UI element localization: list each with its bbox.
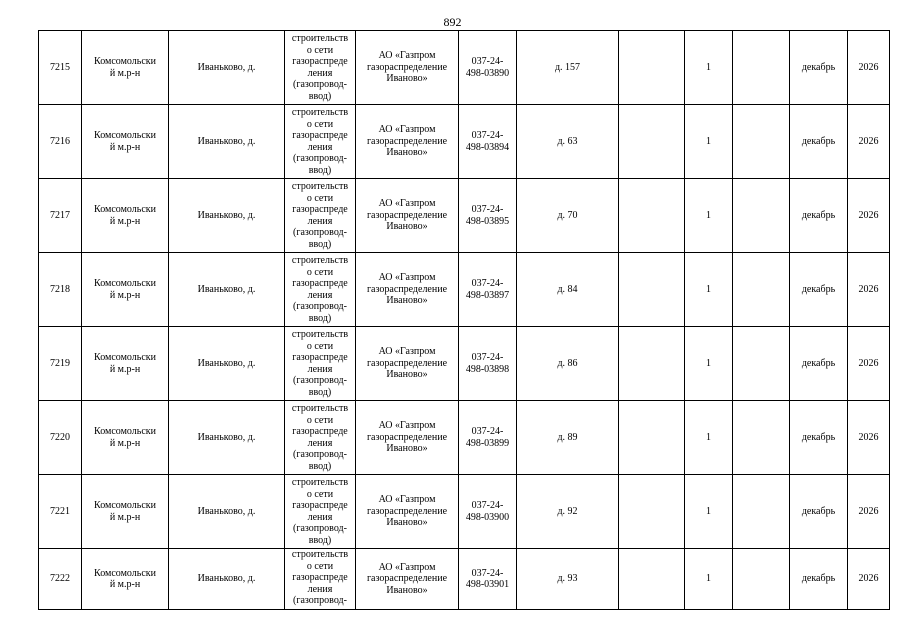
organization-cell-line: Иваново» [386,443,428,455]
purpose-cell-line: о сети [306,192,334,204]
table-row [39,549,890,610]
house-cell: д. 84 [517,253,619,327]
house-cell: д. 86 [517,327,619,401]
organization-cell-line: газораспределение [366,573,448,585]
code-cell-line: 037-24- [471,426,504,437]
empty-cell [733,475,790,549]
empty-cell [733,105,790,179]
purpose-cell-line: ления [307,215,333,227]
locality-cell: Иваньково, д. [169,31,285,105]
district-cell [82,105,169,179]
organization-cell-line: газораспределение [366,283,448,295]
purpose-cell-line: (газопровод- [293,227,347,238]
year-cell: 2026 [848,179,890,253]
year-cell: 2026 [848,327,890,401]
district-cell [82,401,169,475]
code-cell-line: 037-24- [471,352,504,363]
district-cell-line: Комсомольски [94,56,156,67]
purpose-cell-line: (газопровод- [293,595,347,606]
house-cell: д. 70 [517,179,619,253]
purpose-cell-line: газораспреде [292,278,348,289]
district-cell-line: Комсомольски [94,567,156,579]
quantity-cell: 1 [685,253,733,327]
empty-cell [619,327,685,401]
locality-cell: Иваньково, д. [169,253,285,327]
row-number-cell: 7215 [39,31,82,105]
code-cell [459,475,517,549]
district-cell [82,549,169,610]
purpose-cell-line: о сети [306,414,334,426]
purpose-cell [285,475,356,549]
table-row [39,31,890,105]
month-cell: декабрь [790,105,848,179]
code-cell-line: 498-03899 [465,437,510,449]
organization-cell-line: газораспределение [366,209,448,221]
house-cell: д. 92 [517,475,619,549]
purpose-cell [285,253,356,327]
district-cell [82,475,169,549]
code-cell-line: 498-03897 [465,289,510,301]
purpose-cell-line: о сети [306,560,334,572]
purpose-cell-line: ввод) [308,386,332,398]
purpose-cell-line: ввод) [308,90,332,102]
purpose-cell-line: строительств [291,403,349,414]
district-cell [82,179,169,253]
empty-cell [619,253,685,327]
purpose-cell-line: строительств [291,549,349,560]
empty-cell [619,31,685,105]
row-number-cell: 7221 [39,475,82,549]
row-number-cell: 7218 [39,253,82,327]
organization-cell-line: газораспределение [366,135,448,147]
table-row [39,179,890,253]
organization-cell-line: Иваново» [386,221,428,233]
purpose-cell-line: о сети [306,266,334,278]
table-row [39,253,890,327]
empty-cell [733,253,790,327]
organization-cell-line: газораспределение [366,505,448,517]
purpose-cell-line: ввод) [308,238,332,250]
code-cell [459,105,517,179]
purpose-cell-line: ления [307,67,333,79]
organization-cell-line: АО «Газпром [378,272,436,284]
month-cell: декабрь [790,475,848,549]
district-cell [82,31,169,105]
quantity-cell: 1 [685,105,733,179]
table-row [39,327,890,401]
code-cell [459,401,517,475]
organization-cell-line: газораспределение [366,431,448,443]
house-cell: д. 93 [517,549,619,610]
organization-cell [356,401,459,475]
organization-cell-line: Иваново» [386,147,428,159]
purpose-cell-line: строительств [291,181,349,192]
organization-cell-line: Иваново» [386,73,428,85]
purpose-cell-line: ления [307,437,333,449]
locality-cell: Иваньково, д. [169,475,285,549]
locality-cell: Иваньково, д. [169,401,285,475]
month-cell: декабрь [790,549,848,610]
purpose-cell [285,401,356,475]
district-cell-line: Комсомольски [94,426,156,437]
month-cell: декабрь [790,179,848,253]
purpose-cell [285,549,356,610]
organization-cell [356,327,459,401]
purpose-cell-line: ления [307,363,333,375]
table-body [39,31,890,610]
purpose-cell-line: газораспреде [292,130,348,141]
organization-cell [356,31,459,105]
purpose-cell-line: (газопровод- [293,375,347,386]
quantity-cell: 1 [685,401,733,475]
month-cell: декабрь [790,401,848,475]
organization-cell-line: АО «Газпром [378,50,436,62]
district-cell-line: Комсомольски [94,130,156,141]
district-cell-line: Комсомольски [94,204,156,215]
code-cell-line: 037-24- [471,130,504,141]
code-cell-line: 037-24- [471,204,504,215]
purpose-cell-line: ления [307,141,333,153]
organization-cell-line: АО «Газпром [378,198,436,210]
empty-cell [733,31,790,105]
purpose-cell-line: строительств [291,33,349,44]
district-cell-line: й м.р-н [109,511,141,523]
purpose-cell-line: газораспреде [292,204,348,215]
purpose-cell-line: о сети [306,44,334,56]
year-cell: 2026 [848,475,890,549]
district-cell-line: й м.р-н [109,67,141,79]
district-cell-line: й м.р-н [109,215,141,227]
code-cell-line: 037-24- [471,500,504,511]
organization-cell-line: Иваново» [386,369,428,381]
purpose-cell-line: газораспреде [292,426,348,437]
district-cell [82,327,169,401]
quantity-cell: 1 [685,31,733,105]
year-cell: 2026 [848,105,890,179]
empty-cell [733,179,790,253]
month-cell: декабрь [790,253,848,327]
code-cell-line: 498-03898 [465,363,510,375]
district-cell-line: Комсомольски [94,500,156,511]
table-row [39,401,890,475]
quantity-cell: 1 [685,475,733,549]
code-cell-line: 498-03895 [465,215,510,227]
quantity-cell: 1 [685,179,733,253]
table-row [39,105,890,179]
purpose-cell-line: (газопровод- [293,523,347,534]
purpose-cell-line: газораспреде [292,572,348,583]
organization-cell-line: АО «Газпром [378,494,436,506]
empty-cell [733,549,790,610]
organization-cell-line: АО «Газпром [378,346,436,358]
code-cell [459,253,517,327]
year-cell: 2026 [848,253,890,327]
empty-cell [733,401,790,475]
purpose-cell-line: ввод) [308,164,332,176]
organization-cell [356,253,459,327]
locality-cell: Иваньково, д. [169,549,285,610]
code-cell-line: 037-24- [471,56,504,67]
purpose-cell [285,105,356,179]
empty-cell [733,327,790,401]
empty-cell [619,401,685,475]
organization-cell-line: АО «Газпром [378,561,436,573]
district-cell [82,253,169,327]
row-number-cell: 7217 [39,179,82,253]
organization-cell [356,179,459,253]
organization-cell-line: АО «Газпром [378,124,436,136]
purpose-cell [285,327,356,401]
purpose-cell-line: газораспреде [292,500,348,511]
quantity-cell: 1 [685,549,733,610]
district-cell-line: Комсомольски [94,352,156,363]
locality-cell: Иваньково, д. [169,179,285,253]
purpose-cell-line: строительств [291,329,349,340]
code-cell-line: 498-03900 [465,511,510,523]
purpose-cell-line: газораспреде [292,352,348,363]
code-cell-line: 498-03894 [465,141,510,153]
purpose-cell-line: строительств [291,255,349,266]
organization-cell-line: Иваново» [386,584,428,596]
quantity-cell: 1 [685,327,733,401]
code-cell-line: 037-24- [471,567,504,579]
page-number: 892 [443,15,462,29]
purpose-cell-line: ления [307,583,333,595]
house-cell: д. 89 [517,401,619,475]
purpose-cell-line: строительств [291,477,349,488]
organization-cell [356,549,459,610]
purpose-cell-line: строительств [291,107,349,118]
row-number-cell: 7216 [39,105,82,179]
code-cell-line: 498-03890 [465,67,510,79]
organization-cell [356,475,459,549]
purpose-cell [285,31,356,105]
purpose-cell-line: ввод) [308,312,332,324]
district-cell-line: й м.р-н [109,363,141,375]
organization-cell-line: Иваново» [386,295,428,307]
purpose-cell-line: (газопровод- [293,449,347,460]
empty-cell [619,549,685,610]
district-cell-line: Комсомольски [94,278,156,289]
purpose-cell-line: о сети [306,340,334,352]
purpose-cell-line: ввод) [308,534,332,546]
table-row [39,475,890,549]
empty-cell [619,105,685,179]
purpose-cell-line: газораспреде [292,56,348,67]
purpose-cell-line: ввод) [308,460,332,472]
organization-cell-line: АО «Газпром [378,420,436,432]
district-cell-line: й м.р-н [109,437,141,449]
purpose-cell-line: (газопровод- [293,79,347,90]
year-cell: 2026 [848,31,890,105]
purpose-cell-line: о сети [306,118,334,130]
locality-cell: Иваньково, д. [169,327,285,401]
organization-cell-line: газораспределение [366,61,448,73]
code-cell-line: 498-03901 [465,579,510,590]
row-number-cell: 7219 [39,327,82,401]
house-cell: д. 63 [517,105,619,179]
row-number-cell: 7222 [39,549,82,610]
code-cell [459,179,517,253]
locality-cell: Иваньково, д. [169,105,285,179]
row-number-cell: 7220 [39,401,82,475]
purpose-cell [285,179,356,253]
code-cell [459,549,517,610]
district-cell-line: й м.р-н [109,141,141,153]
organization-cell-line: Иваново» [386,517,428,529]
code-cell-line: 037-24- [471,278,504,289]
purpose-cell-line: (газопровод- [293,153,347,164]
code-cell [459,327,517,401]
purpose-cell-line: о сети [306,488,334,500]
organization-cell-line: газораспределение [366,357,448,369]
code-cell [459,31,517,105]
empty-cell [619,179,685,253]
year-cell: 2026 [848,549,890,610]
purpose-cell-line: ления [307,289,333,301]
data-table [38,30,890,610]
empty-cell [619,475,685,549]
year-cell: 2026 [848,401,890,475]
district-cell-line: й м.р-н [109,289,141,301]
house-cell: д. 157 [517,31,619,105]
month-cell: декабрь [790,327,848,401]
month-cell: декабрь [790,31,848,105]
organization-cell [356,105,459,179]
purpose-cell-line: ления [307,511,333,523]
purpose-cell-line: (газопровод- [293,301,347,312]
district-cell-line: й м.р-н [109,579,141,590]
